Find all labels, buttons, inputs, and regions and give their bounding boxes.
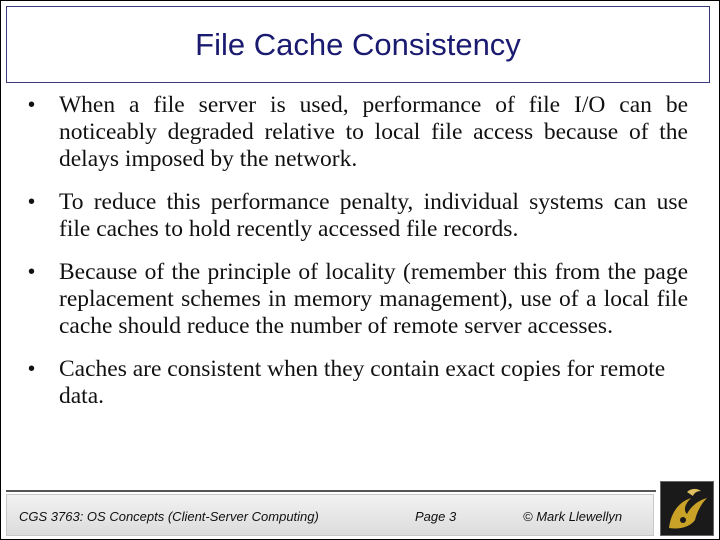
- bullet-dot: •: [28, 191, 36, 213]
- footer-divider: [6, 490, 656, 492]
- bullet-item: [28, 259, 688, 340]
- footer-course: CGS 3763: OS Concepts (Client-Server Computing): [19, 509, 319, 524]
- bullet-text: When a file server is used, performance of file I/O can be noticeably degraded relative to local file access because of the delays imposed by the network.: [59, 92, 688, 172]
- ucf-pegasus-logo-icon: [660, 481, 714, 536]
- bullet-item: [28, 356, 688, 410]
- bullet-item: [28, 189, 688, 243]
- bullet-dot: •: [28, 94, 36, 116]
- bullet-dot: •: [28, 261, 36, 283]
- pegasus-logo-graphic: [661, 482, 713, 535]
- footer-page-number: Page 3: [415, 509, 457, 524]
- bullet-item: [28, 92, 688, 173]
- footer-bar: [6, 494, 654, 536]
- bullet-text: Caches are consistent when they contain exact copies for remote data.: [59, 356, 666, 409]
- title-box: [6, 6, 710, 83]
- bullet-list: [28, 92, 688, 426]
- footer-copyright: © Mark Llewellyn: [523, 509, 623, 524]
- bullet-text: To reduce this performance penalty, individual systems can use file caches to hold recently accessed file records.: [59, 189, 688, 242]
- bullet-text: Because of the principle of locality (remember this from the page replacement schemes in memory management), use of a local file cache should reduce the number of remote server accesses.: [59, 259, 688, 339]
- slide-title: File Cache Consistency: [195, 26, 521, 62]
- bullet-dot: •: [28, 358, 36, 380]
